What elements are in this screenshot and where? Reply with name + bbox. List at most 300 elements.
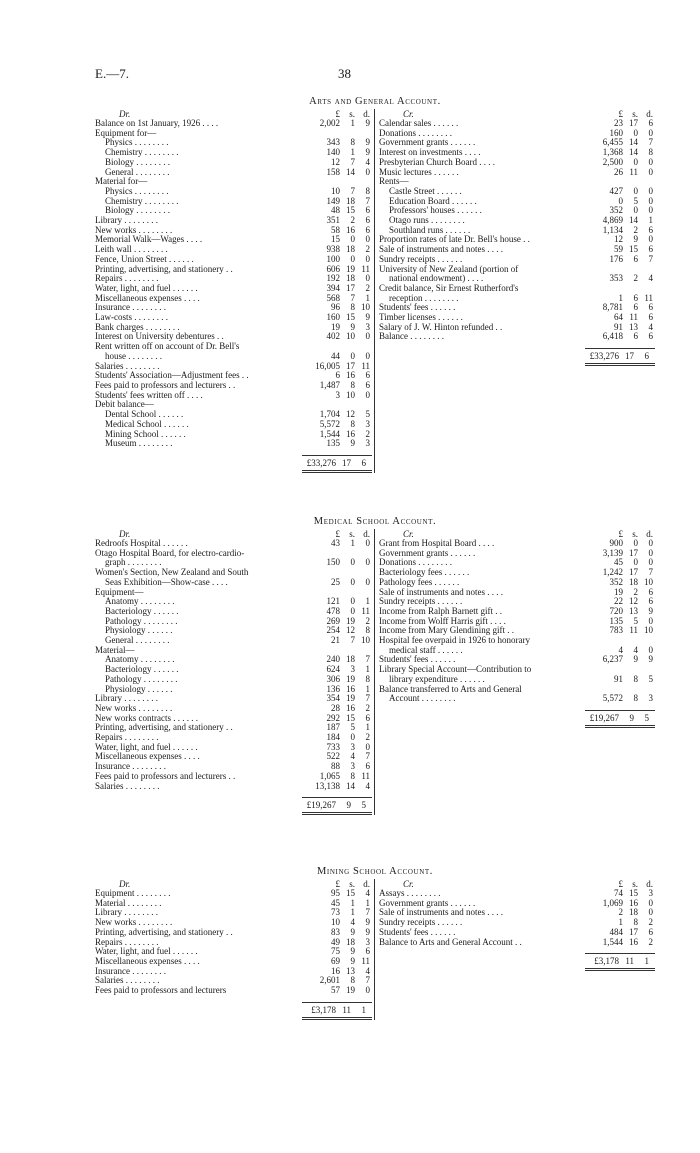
entry-label: Anatomy . . . . . . . . bbox=[105, 597, 175, 607]
entry-label: Balance transferred to Arts and General bbox=[379, 684, 522, 694]
shillings: 9 bbox=[633, 654, 638, 665]
shillings: 14 bbox=[346, 166, 355, 177]
entry-label: Anatomy . . . . . . . . bbox=[105, 655, 175, 665]
pence: 1 bbox=[648, 215, 653, 226]
currency-d: d. bbox=[646, 109, 653, 119]
entry-label: Debit balance— bbox=[95, 400, 154, 410]
pence: 4 bbox=[365, 156, 370, 167]
entry-label: Interest on University debentures . . bbox=[95, 332, 224, 342]
entry-label: Students' fees written off . . . . bbox=[95, 390, 203, 400]
pence: 0 bbox=[648, 156, 653, 167]
pence: 4 bbox=[365, 888, 370, 898]
pounds: 292 bbox=[326, 712, 340, 723]
entry-label: Miscellaneous expenses . . . . bbox=[95, 956, 200, 966]
pounds: 10 bbox=[331, 185, 340, 196]
pence: 4 bbox=[365, 780, 370, 791]
shillings: 5 bbox=[350, 722, 355, 733]
entry-label: Southland runs . . . . . . bbox=[389, 225, 471, 235]
pence: 0 bbox=[648, 205, 653, 216]
pounds: £19,267 bbox=[589, 712, 619, 723]
entry-label: New works . . . . . . . . bbox=[95, 225, 173, 235]
shillings: 9 bbox=[633, 234, 638, 245]
pence: 1 bbox=[361, 1004, 366, 1015]
shillings: 0 bbox=[350, 557, 355, 568]
shillings: 15 bbox=[346, 712, 355, 723]
ledger-row bbox=[379, 908, 655, 918]
entry-label: Equipment— bbox=[95, 587, 144, 597]
shillings: 3 bbox=[350, 664, 355, 675]
shillings: 18 bbox=[629, 907, 638, 918]
entry-label: Dental School . . . . . . bbox=[105, 410, 184, 420]
pence: 1 bbox=[365, 292, 370, 303]
shillings: 7 bbox=[350, 292, 355, 303]
entry-label: Presbyterian Church Board . . . . bbox=[379, 157, 495, 167]
pounds: 900 bbox=[609, 538, 623, 548]
amount bbox=[585, 710, 655, 728]
pence: 5 bbox=[648, 673, 653, 684]
pounds: 0 bbox=[618, 195, 623, 206]
section-title-text: Mining School Account. bbox=[317, 866, 433, 877]
pounds: 2,601 bbox=[319, 975, 340, 986]
entry-label: Salaries . . . . . . . . bbox=[95, 361, 160, 371]
ledger-row bbox=[379, 187, 655, 197]
ledger-row bbox=[95, 558, 372, 568]
pence: 6 bbox=[365, 215, 370, 226]
pounds: 26 bbox=[614, 166, 623, 177]
entry-label: Redroofs Hospital . . . . . . bbox=[95, 539, 188, 548]
shillings: 2 bbox=[633, 273, 638, 284]
pence: 7 bbox=[365, 195, 370, 206]
entry-label: Balance to Arts and General Account . . bbox=[379, 937, 522, 947]
shillings: 16 bbox=[346, 702, 355, 713]
currency-s: s. bbox=[349, 529, 355, 539]
pence: 2 bbox=[648, 936, 653, 947]
pence: 0 bbox=[365, 557, 370, 568]
pence: 0 bbox=[365, 538, 370, 548]
pounds: 21 bbox=[331, 635, 340, 646]
shillings: 0 bbox=[350, 350, 355, 361]
entry-label: Fees paid to professors and lecturers . . bbox=[95, 380, 236, 390]
entry-label: Calendar sales . . . . . . bbox=[379, 119, 459, 128]
entry-label: Income from Mary Glendining gift . . bbox=[379, 626, 514, 636]
entry-label: Leith wall . . . . . . . . bbox=[95, 245, 168, 255]
pence: 6 bbox=[648, 926, 653, 937]
pounds: 22 bbox=[614, 596, 623, 607]
pence: 0 bbox=[648, 615, 653, 626]
pence: 2 bbox=[365, 732, 370, 743]
credit-column bbox=[375, 879, 655, 1020]
entry-label: Water, light, and fuel . . . . . . bbox=[95, 947, 198, 957]
entry-label: Miscellaneous expenses . . . . bbox=[95, 293, 200, 303]
debit-column bbox=[95, 109, 375, 473]
ledger-row bbox=[379, 332, 655, 342]
ledger-row bbox=[379, 255, 655, 265]
pounds: 16 bbox=[331, 965, 340, 976]
shillings: 9 bbox=[350, 926, 355, 937]
pence: 11 bbox=[361, 360, 370, 371]
amount bbox=[306, 636, 372, 646]
pence: 0 bbox=[648, 185, 653, 196]
pounds: 1,704 bbox=[319, 409, 340, 420]
pence: 11 bbox=[361, 263, 370, 274]
amount bbox=[306, 578, 372, 588]
shillings: 14 bbox=[629, 147, 638, 158]
pounds: 149 bbox=[326, 195, 340, 206]
pounds: 1,487 bbox=[319, 379, 340, 390]
shillings: 16 bbox=[346, 224, 355, 235]
section-title bbox=[95, 866, 655, 877]
entry-label: Fence, Union Street . . . . . . bbox=[95, 254, 194, 264]
pence: 3 bbox=[648, 693, 653, 704]
pence: 0 bbox=[648, 557, 653, 568]
dr-label: Dr. bbox=[119, 529, 131, 539]
pence: 0 bbox=[365, 273, 370, 284]
pence: 2 bbox=[365, 428, 370, 439]
entry-label: Income from Ralph Barnett gift . . bbox=[379, 606, 502, 616]
shillings: 13 bbox=[629, 605, 638, 616]
entry-label: Castle Street . . . . . . bbox=[389, 186, 462, 196]
shillings: 0 bbox=[633, 557, 638, 568]
pounds: 6,455 bbox=[602, 137, 623, 148]
pence: 7 bbox=[365, 693, 370, 704]
pence: 7 bbox=[365, 907, 370, 918]
pence: 3 bbox=[365, 321, 370, 332]
pounds: 57 bbox=[331, 985, 340, 996]
ledger-row bbox=[95, 578, 372, 588]
shillings: 16 bbox=[346, 428, 355, 439]
shillings: 14 bbox=[629, 137, 638, 148]
pence: 9 bbox=[648, 654, 653, 665]
pounds: 121 bbox=[326, 596, 340, 607]
entry-label: Material— bbox=[95, 645, 135, 655]
ledger-row bbox=[379, 938, 655, 948]
shillings: 14 bbox=[629, 215, 638, 226]
currency-s: s. bbox=[632, 879, 638, 889]
shillings: 13 bbox=[629, 321, 638, 332]
pence: 8 bbox=[365, 625, 370, 636]
shillings: 16 bbox=[629, 936, 638, 947]
pounds: 606 bbox=[326, 263, 340, 274]
shillings: 18 bbox=[346, 195, 355, 206]
amount bbox=[302, 1002, 372, 1020]
pounds: 10 bbox=[331, 917, 340, 928]
pounds: 354 bbox=[326, 693, 340, 704]
pence: 6 bbox=[648, 224, 653, 235]
entry-label: Fees paid to professors and lecturers bbox=[95, 986, 227, 996]
ledger-row bbox=[379, 655, 655, 665]
amount bbox=[585, 348, 655, 366]
entry-label: University of New Zealand (portion of bbox=[379, 264, 519, 274]
entry-label: Water, light, and fuel . . . . . . bbox=[95, 283, 198, 293]
cr-label: Cr. bbox=[403, 529, 414, 539]
pounds: 136 bbox=[326, 683, 340, 694]
pence: 6 bbox=[648, 244, 653, 255]
entry-label: Memorial Walk—Wages . . . . bbox=[95, 235, 203, 245]
report-code: E.—7. bbox=[95, 66, 129, 81]
entry-label: Printing, advertising, and stationery . . bbox=[95, 723, 233, 733]
shillings: 0 bbox=[350, 596, 355, 607]
entry-label: Students' fees . . . . . . bbox=[379, 927, 456, 937]
pence: 6 bbox=[648, 118, 653, 128]
pounds: 74 bbox=[614, 888, 623, 898]
pounds: 187 bbox=[326, 722, 340, 733]
amount bbox=[589, 255, 655, 265]
pounds: 352 bbox=[609, 576, 623, 587]
entry-label: Insurance . . . . . . . . bbox=[95, 966, 166, 976]
entry-label: Repairs . . . . . . . . bbox=[95, 937, 159, 947]
account-columns bbox=[95, 879, 655, 1020]
credit-column bbox=[375, 109, 655, 473]
entry-label: library expenditure . . . . . . bbox=[389, 674, 485, 684]
shillings: 18 bbox=[346, 244, 355, 255]
shillings: 8 bbox=[350, 418, 355, 429]
pounds: 64 bbox=[614, 312, 623, 323]
amount bbox=[306, 168, 372, 178]
shillings: 12 bbox=[629, 596, 638, 607]
pence: 0 bbox=[648, 234, 653, 245]
pounds: 69 bbox=[331, 955, 340, 966]
entry-label: Library Special Account—Contribution to bbox=[379, 665, 532, 675]
shillings: 1 bbox=[350, 118, 355, 128]
entry-label: Hospital fee overpaid in 1926 to honorary bbox=[379, 636, 530, 646]
shillings: 17 bbox=[625, 351, 634, 362]
pounds: 306 bbox=[326, 673, 340, 684]
amount bbox=[302, 797, 372, 815]
amount bbox=[306, 539, 372, 549]
amount bbox=[589, 332, 655, 342]
entry-label: New works . . . . . . . . bbox=[95, 703, 173, 713]
shillings: 11 bbox=[629, 166, 638, 177]
currency-p: £ bbox=[335, 529, 340, 539]
ledger-row bbox=[95, 381, 372, 391]
pence: 6 bbox=[648, 331, 653, 342]
entry-label: Government grants . . . . . . bbox=[379, 548, 476, 558]
entry-label: Rent written off on account of Dr. Bell's bbox=[95, 342, 240, 352]
entry-label: Sundry receipts . . . . . . bbox=[379, 597, 463, 607]
pence: 0 bbox=[648, 127, 653, 138]
entry-label: Biology . . . . . . . . bbox=[105, 157, 171, 167]
pounds: 75 bbox=[331, 946, 340, 957]
entry-label: Chemistry . . . . . . . . bbox=[105, 148, 179, 158]
entry-label: Interest on investments . . . . bbox=[379, 148, 481, 158]
pounds: 23 bbox=[614, 118, 623, 128]
pounds: 783 bbox=[609, 625, 623, 636]
entry-label: Donations . . . . . . . . bbox=[379, 128, 452, 138]
entry-label: Fees paid to professors and lecturers . . bbox=[95, 771, 236, 781]
entry-label: Medical School . . . . . . bbox=[105, 419, 189, 429]
shillings: 8 bbox=[350, 302, 355, 313]
pence: 4 bbox=[648, 321, 653, 332]
pounds: 88 bbox=[331, 761, 340, 772]
shillings: 3 bbox=[350, 761, 355, 772]
pounds: 12 bbox=[331, 156, 340, 167]
entry-label: Income from Wolff Harris gift . . . . bbox=[379, 616, 506, 626]
ledger-row bbox=[95, 119, 372, 129]
currency-s: s. bbox=[349, 109, 355, 119]
ledger-row bbox=[379, 694, 655, 704]
entry-label: Material for— bbox=[95, 177, 148, 187]
pence: 1 bbox=[365, 722, 370, 733]
shillings: 9 bbox=[350, 321, 355, 332]
pence: 6 bbox=[365, 379, 370, 390]
shillings: 12 bbox=[346, 409, 355, 420]
pence: 3 bbox=[365, 438, 370, 449]
pounds: 3,139 bbox=[602, 547, 623, 558]
pounds: 343 bbox=[326, 137, 340, 148]
mining-school-account bbox=[95, 866, 655, 1020]
currency-d: d. bbox=[646, 529, 653, 539]
entry-label: Government grants . . . . . . bbox=[379, 138, 476, 148]
shillings: 13 bbox=[346, 965, 355, 976]
entry-label: Sale of instruments and notes . . . . bbox=[379, 245, 503, 255]
pence: 5 bbox=[361, 800, 366, 811]
entry-label: Balance . . . . . . . . bbox=[379, 332, 444, 342]
pounds: 2,002 bbox=[319, 118, 340, 128]
pence: 4 bbox=[365, 965, 370, 976]
pounds: 4 bbox=[618, 644, 623, 655]
pence: 0 bbox=[648, 195, 653, 206]
entry-label: Assays . . . . . . . . bbox=[379, 889, 441, 898]
pence: 7 bbox=[648, 253, 653, 264]
pence: 9 bbox=[365, 917, 370, 928]
pence: 7 bbox=[648, 567, 653, 578]
ledger-row bbox=[379, 675, 655, 685]
pounds: 402 bbox=[326, 331, 340, 342]
pounds: 1,069 bbox=[602, 897, 623, 908]
entry-label: Law-costs . . . . . . . . bbox=[95, 313, 168, 323]
amount bbox=[589, 938, 655, 948]
entry-label: Physics . . . . . . . . bbox=[105, 186, 169, 196]
currency-p: £ bbox=[335, 109, 340, 119]
entry-label: Chemistry . . . . . . . . bbox=[105, 196, 179, 206]
ledger-row bbox=[379, 626, 655, 636]
pounds: £3,178 bbox=[594, 956, 619, 967]
pounds: 83 bbox=[331, 926, 340, 937]
entry-label: Otago Hospital Board, for electro-cardio- bbox=[95, 548, 245, 558]
shillings: 19 bbox=[346, 673, 355, 684]
currency-s: s. bbox=[632, 109, 638, 119]
pence: 1 bbox=[365, 897, 370, 908]
ledger-row bbox=[95, 168, 372, 178]
entry-label: Bacteriology . . . . . . bbox=[105, 606, 179, 616]
shillings: 18 bbox=[629, 576, 638, 587]
shillings: 4 bbox=[350, 917, 355, 928]
entry-label: General . . . . . . . . bbox=[105, 636, 170, 646]
shillings: 17 bbox=[629, 926, 638, 937]
pence: 6 bbox=[361, 457, 366, 468]
account-total bbox=[379, 348, 655, 366]
amount bbox=[306, 439, 372, 449]
pounds: 351 bbox=[326, 215, 340, 226]
pence: 1 bbox=[365, 683, 370, 694]
amount bbox=[302, 455, 372, 473]
amount bbox=[306, 986, 372, 996]
medical-school-account bbox=[95, 516, 655, 815]
shillings: 6 bbox=[633, 331, 638, 342]
pounds: 1 bbox=[618, 917, 623, 928]
shillings: 15 bbox=[346, 888, 355, 898]
pence: 0 bbox=[365, 576, 370, 587]
shillings: 9 bbox=[346, 800, 351, 811]
pence: 0 bbox=[365, 253, 370, 264]
ledger-row bbox=[95, 986, 372, 996]
pence: 2 bbox=[365, 282, 370, 293]
shillings: 15 bbox=[346, 205, 355, 216]
pounds: 4,869 bbox=[602, 215, 623, 226]
pounds: 100 bbox=[326, 253, 340, 264]
shillings: 7 bbox=[350, 185, 355, 196]
shillings: 0 bbox=[350, 732, 355, 743]
entry-label: Equipment . . . . . . . . bbox=[95, 889, 171, 898]
pounds: 733 bbox=[326, 741, 340, 752]
pounds: 484 bbox=[609, 926, 623, 937]
pence: 6 bbox=[365, 224, 370, 235]
shillings: 4 bbox=[633, 644, 638, 655]
shillings: 0 bbox=[350, 234, 355, 245]
pence: 0 bbox=[365, 331, 370, 342]
pence: 10 bbox=[644, 625, 653, 636]
shillings: 0 bbox=[633, 185, 638, 196]
shillings: 17 bbox=[629, 567, 638, 578]
entry-label: Water, light, and fuel . . . . . . bbox=[95, 742, 198, 752]
amount bbox=[306, 558, 372, 568]
pounds: 91 bbox=[614, 673, 623, 684]
shillings: 8 bbox=[633, 917, 638, 928]
currency-d: d. bbox=[363, 529, 370, 539]
section-title bbox=[95, 96, 655, 107]
account-total bbox=[379, 710, 655, 728]
entry-label: national endowment) . . . . bbox=[389, 274, 484, 284]
pence: 11 bbox=[644, 292, 653, 303]
pence: 1 bbox=[644, 956, 649, 967]
currency-d: d. bbox=[646, 879, 653, 889]
pounds: £33,276 bbox=[306, 457, 336, 468]
entry-label: Bacteriology fees . . . . . . bbox=[379, 568, 470, 578]
entry-label: Proportion rates of late Dr. Bell's house . . bbox=[379, 235, 530, 245]
pence: 2 bbox=[365, 615, 370, 626]
entry-label: Sale of instruments and notes . . . . bbox=[379, 908, 503, 918]
pounds: 140 bbox=[326, 147, 340, 158]
shillings: 16 bbox=[346, 370, 355, 381]
pounds: £19,267 bbox=[306, 800, 336, 811]
pounds: £3,178 bbox=[311, 1004, 336, 1015]
entry-label: Grant from Hospital Board . . . . bbox=[379, 539, 495, 548]
pence: 1 bbox=[365, 596, 370, 607]
account-total bbox=[95, 797, 372, 815]
ledger-row bbox=[95, 539, 372, 549]
pounds: 73 bbox=[331, 907, 340, 918]
shillings: 5 bbox=[633, 195, 638, 206]
pounds: 1,242 bbox=[602, 567, 623, 578]
entry-label: Pathology . . . . . . . . bbox=[105, 616, 178, 626]
pounds: 269 bbox=[326, 615, 340, 626]
pence: 6 bbox=[365, 712, 370, 723]
pence: 0 bbox=[365, 741, 370, 752]
entry-label: Sundry receipts . . . . . . bbox=[379, 918, 463, 928]
pence: 0 bbox=[365, 234, 370, 245]
shillings: 9 bbox=[350, 438, 355, 449]
pence: 6 bbox=[365, 946, 370, 957]
entry-label: Repairs . . . . . . . . bbox=[95, 733, 159, 743]
pence: 8 bbox=[365, 185, 370, 196]
pounds: 6,237 bbox=[602, 654, 623, 665]
pounds: 45 bbox=[614, 557, 623, 568]
pence: 0 bbox=[365, 985, 370, 996]
dr-label: Dr. bbox=[119, 109, 131, 119]
pounds: 43 bbox=[331, 538, 340, 548]
account-columns bbox=[95, 529, 655, 815]
entry-label: Physiology . . . . . . bbox=[105, 684, 173, 694]
